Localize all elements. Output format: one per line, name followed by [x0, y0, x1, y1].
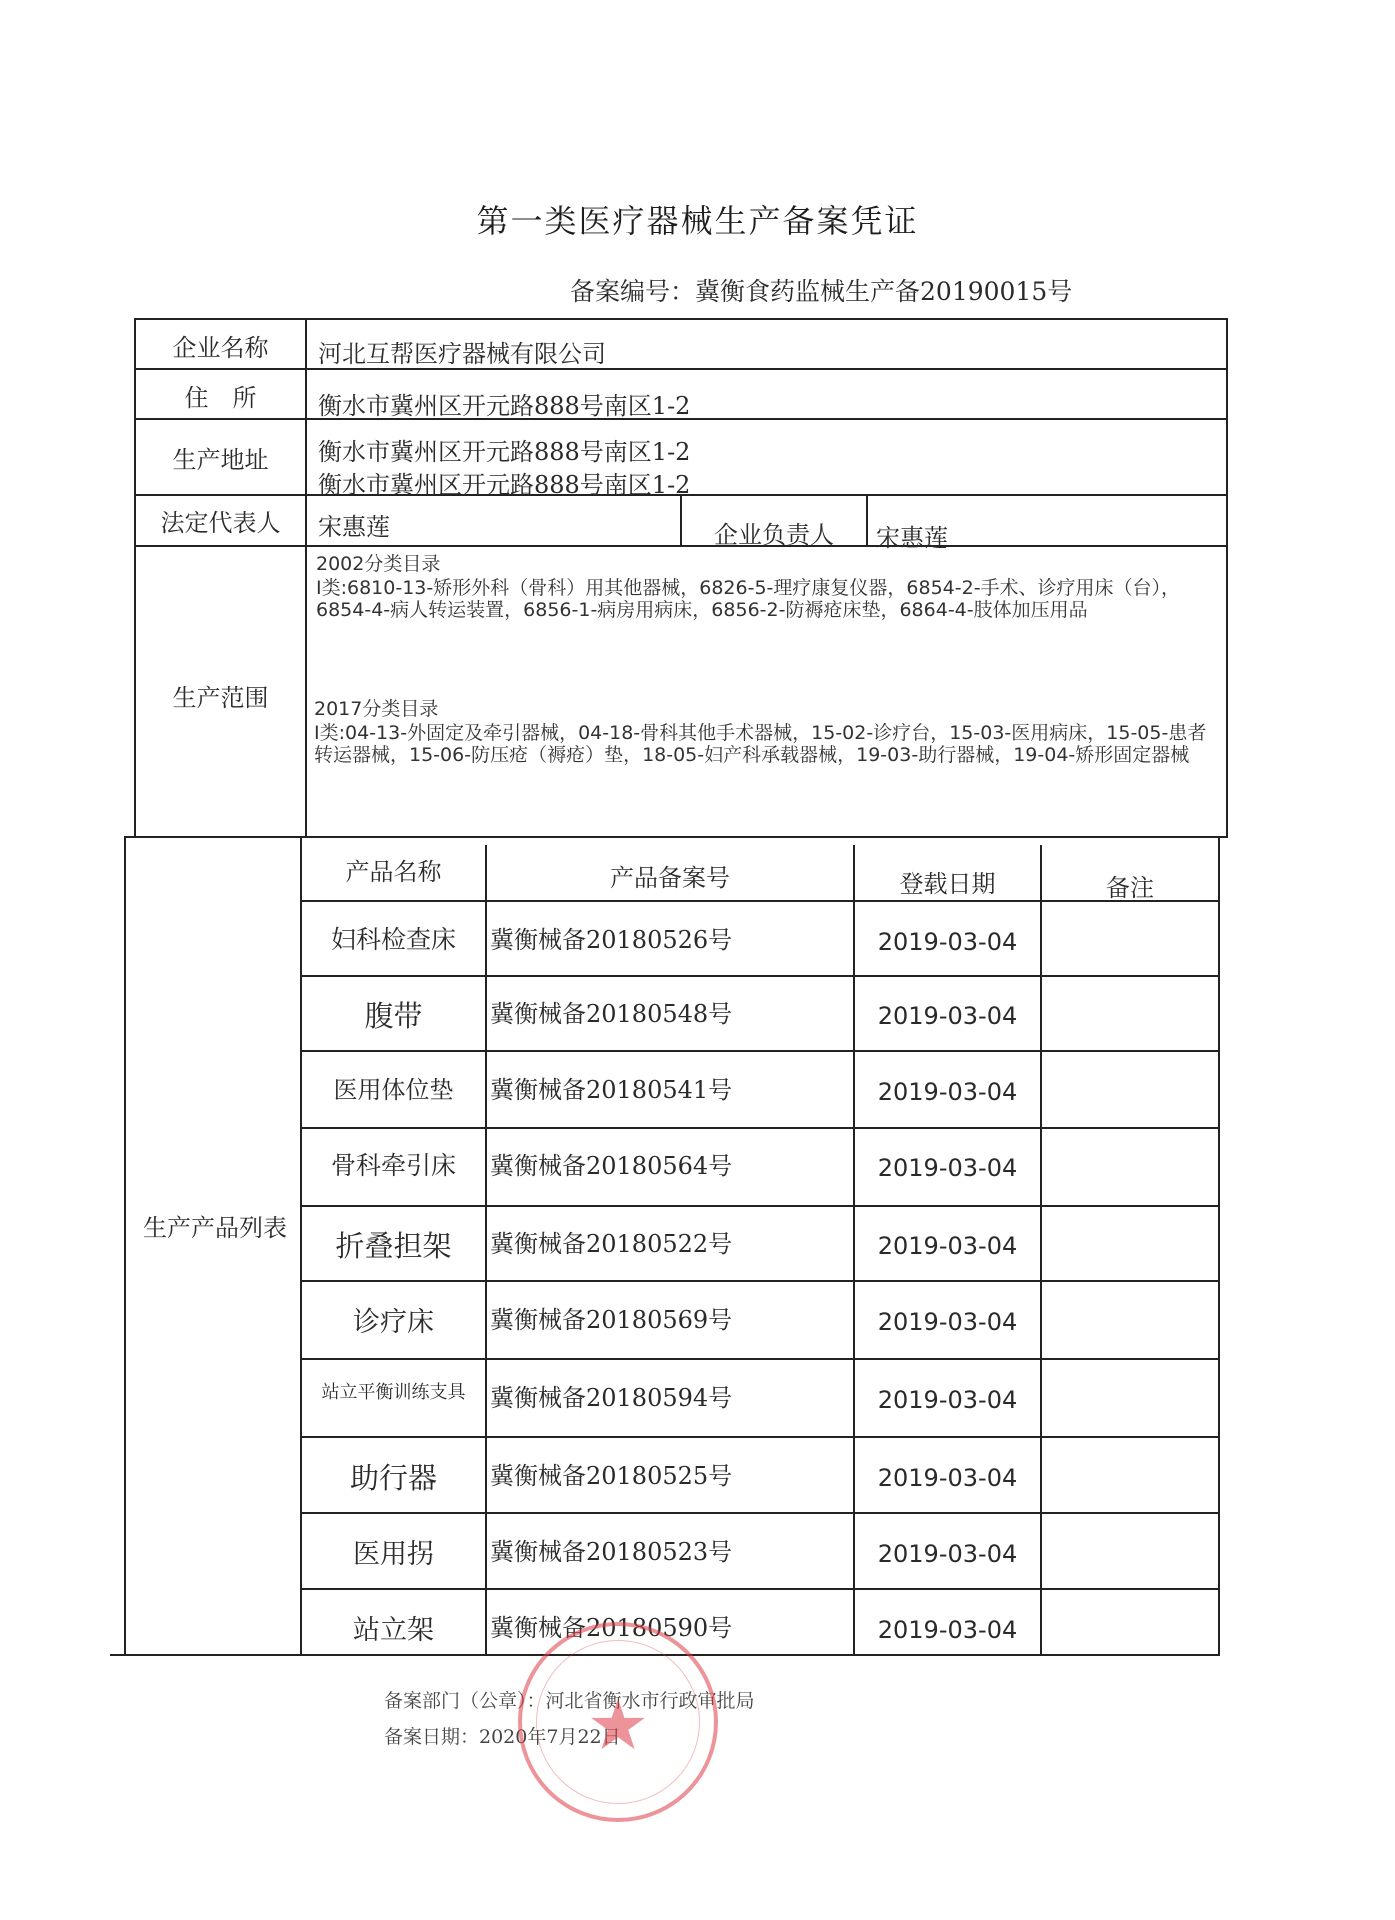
product-date: 2019-03-04	[877, 1386, 1018, 1414]
company-name-label: 企业名称	[172, 334, 269, 362]
residence-label: 住 所	[184, 384, 257, 412]
document-title: 第一类医疗器械生产备案凭证	[476, 202, 919, 240]
product-name: 医用拐	[353, 1539, 434, 1570]
product-list-label: 生产产品列表	[143, 1214, 287, 1242]
header-product-name: 产品名称	[345, 858, 442, 886]
product-name: 妇科检查床	[330, 925, 456, 954]
product-date: 2019-03-04	[877, 1540, 1018, 1568]
product-name: 折叠担架	[335, 1229, 452, 1263]
product-record-number: 冀衡械备20180564号	[490, 1152, 733, 1180]
production-address-label: 生产地址	[172, 446, 269, 474]
scope-2002-text: Ⅰ类:6810-13-矫形外科（骨科）用其他器械，6826-5-理疗康复仪器，6854-2-手术、诊疗用床（台），6854-4-病人转运装置，6856-1-病房用病床，6856-2-防褥疮床垫，6864-4-肢体加压用品	[316, 577, 1181, 621]
product-date: 2019-03-04	[877, 928, 1018, 956]
product-name: 诊疗床	[353, 1307, 434, 1338]
scope-2017-text: Ⅰ类:04-13-外固定及牵引器械，04-18-骨科其他手术器械，15-02-诊疗台，15-03-医用病床，15-05-患者转运器械，15-06-防压疮（褥疮）垫，18-05-妇产科承载器械，19-03-助行器械，19-04-矫形固定器械	[314, 722, 1207, 766]
product-record-number: 冀衡械备20180526号	[490, 926, 733, 954]
header-remarks: 备注	[1106, 874, 1154, 902]
product-name: 骨科牵引床	[330, 1151, 456, 1180]
product-date: 2019-03-04	[877, 1616, 1018, 1644]
product-name: 医用体位垫	[333, 1076, 454, 1104]
product-name: 腹带	[364, 999, 423, 1033]
production-scope-label: 生产范围	[172, 684, 269, 712]
filing-date: 备案日期：2020年7月22日	[384, 1726, 621, 1748]
filing-department: 备案部门（公章）：河北省衡水市行政审批局	[384, 1690, 755, 1712]
scope-2002-title: 2002分类目录	[316, 553, 441, 575]
product-date: 2019-03-04	[877, 1078, 1018, 1106]
principal-value: 宋惠莲	[876, 524, 948, 552]
product-date: 2019-03-04	[877, 1464, 1018, 1492]
principal-label: 企业负责人	[714, 521, 834, 549]
product-record-number: 冀衡械备20180548号	[490, 1000, 733, 1028]
product-name: 站立平衡训练支具	[321, 1382, 466, 1403]
product-date: 2019-03-04	[877, 1154, 1018, 1182]
product-record-number: 冀衡械备20180594号	[490, 1384, 733, 1412]
header-record-number: 产品备案号	[610, 864, 730, 892]
product-name: 站立架	[353, 1615, 434, 1646]
official-seal	[518, 1622, 718, 1822]
residence-value: 衡水市冀州区开元路888号南区1-2	[318, 392, 691, 420]
production-address-line-1: 衡水市冀州区开元路888号南区1-2	[318, 438, 691, 466]
legal-representative-label: 法定代表人	[160, 509, 281, 537]
header-date: 登载日期	[899, 870, 996, 898]
product-record-number: 冀衡械备20180525号	[490, 1462, 733, 1490]
legal-representative-value: 宋惠莲	[318, 513, 390, 541]
product-date: 2019-03-04	[877, 1002, 1018, 1030]
product-name: 助行器	[349, 1461, 437, 1495]
production-address-line-2: 衡水市冀州区开元路888号南区1-2	[318, 471, 691, 499]
product-date: 2019-03-04	[877, 1308, 1018, 1336]
product-record-number: 冀衡械备20180569号	[490, 1306, 733, 1334]
product-record-number: 冀衡械备20180541号	[490, 1076, 733, 1104]
record-number: 备案编号：冀衡食药监械生产备20190015号	[570, 277, 1073, 306]
seal-star-icon: ★	[586, 1684, 650, 1766]
product-record-number: 冀衡械备20180522号	[490, 1230, 733, 1258]
product-record-number: 冀衡械备20180523号	[490, 1538, 733, 1566]
product-record-number: 冀衡械备20180590号	[490, 1614, 733, 1642]
product-date: 2019-03-04	[877, 1232, 1018, 1260]
company-name-value: 河北互帮医疗器械有限公司	[318, 340, 606, 368]
scope-2017-title: 2017分类目录	[314, 698, 439, 720]
